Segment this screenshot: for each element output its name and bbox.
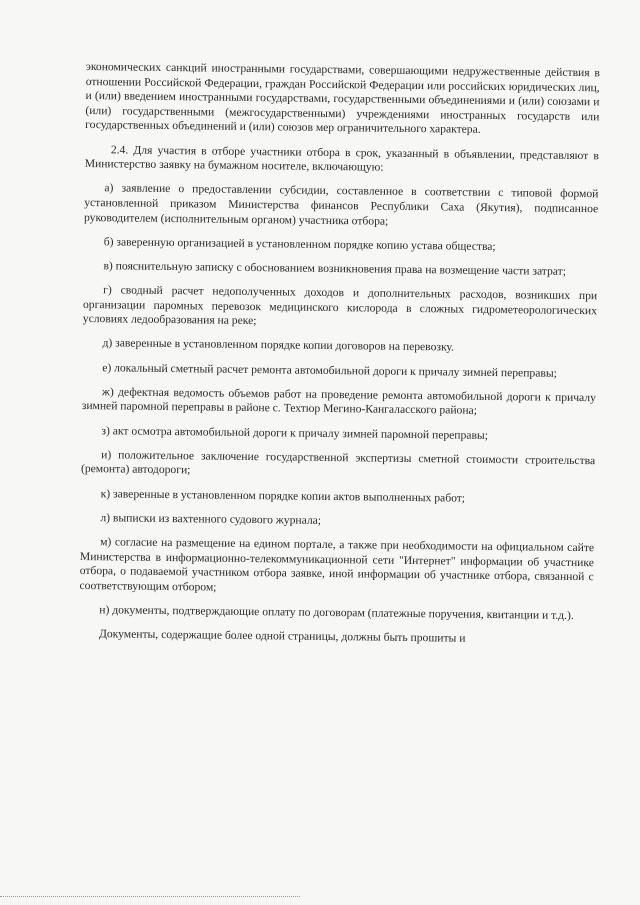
list-item-a: а) заявление о предоставлении субсидии, составленное в соответствии с типовой формой установленной приказом Министерства финансов Республики Саха (Якутия), подписанное руководителем (исполнительным органом) участника отбора;	[84, 181, 599, 228]
section-2-4: 2.4. Для участия в отборе участники отбора в срок, указанный в объявлении, представляют в Министерство заявку на бумажном носителе, включающую:	[84, 142, 599, 174]
list-item-g: г) сводный расчет недополученных доходов и дополнительных расходов, возникших при организации паромных перевозок медицинского кислорода в сложных гидрометеорологических условиях ледообразования на реке;	[82, 283, 598, 328]
list-item-d: д) заверенные в установленном порядке копии договоров на перевозку.	[102, 336, 455, 354]
list-item-k: к) заверенные в установленном порядке копии актов выполненных работ;	[100, 486, 466, 505]
closing-paragraph: Документы, содержащие более одной страницы, должны быть прошиты и	[98, 627, 466, 645]
list-item-z: з) акт осмотра автомобильной дороги к причалу зимней паромной переправы;	[101, 423, 489, 442]
list-item-zh: ж) дефектная ведомость объемов работ на проведение ремонта автомобильной дороги к причалу зимней паромной переправы в районе с. Техтюр Мегино-Кангаласского района;	[81, 385, 596, 418]
list-item-v: в) пояснительную записку с обоснованием возникновения права на возмещение части затрат;	[103, 259, 567, 278]
list-item-n: н) документы, подтверждающие оплату по договорам (платежные поручения, квитанции и т.д.).	[99, 603, 574, 622]
list-item-l: л) выписки из вахтенного судового журнала;	[100, 510, 322, 527]
paragraph-continuation: экономических санкций иностранными государствами, совершающими недружественные действия в отношении Российской Федерации, граждан Российской Федерации или российских юридических лиц, и (или) введением иностранными государствами, государственными объединениями и (или) союзами и (или) государственными (межгосударственными) учреждениями иностранных государств или государственных объединений и (или) союзов мер ограничительного характера.	[85, 60, 600, 137]
list-item-m: м) согласие на размещение на едином портале, а также при необходимости на официальном сайте Министерства в информационно-телекоммуникационной сети "Интернет" информации об участнике отбора, о подаваемой участником отбора заявке, иной информации об участнике отбора, связанной с соответствующим отбором;	[79, 535, 595, 594]
list-item-i: и) положительное заключение государственной экспертизы сметной стоимости строительства (ремонта) автодороги;	[80, 448, 596, 477]
list-item-e: е) локальный сметный расчет ремонта автомобильной дороги к причалу зимней переправы;	[102, 360, 557, 380]
footer-rule	[0, 896, 300, 897]
list-item-b: б) заверенную организацией в установленном порядке копию устава общества;	[103, 234, 496, 253]
document-page	[79, 60, 600, 658]
